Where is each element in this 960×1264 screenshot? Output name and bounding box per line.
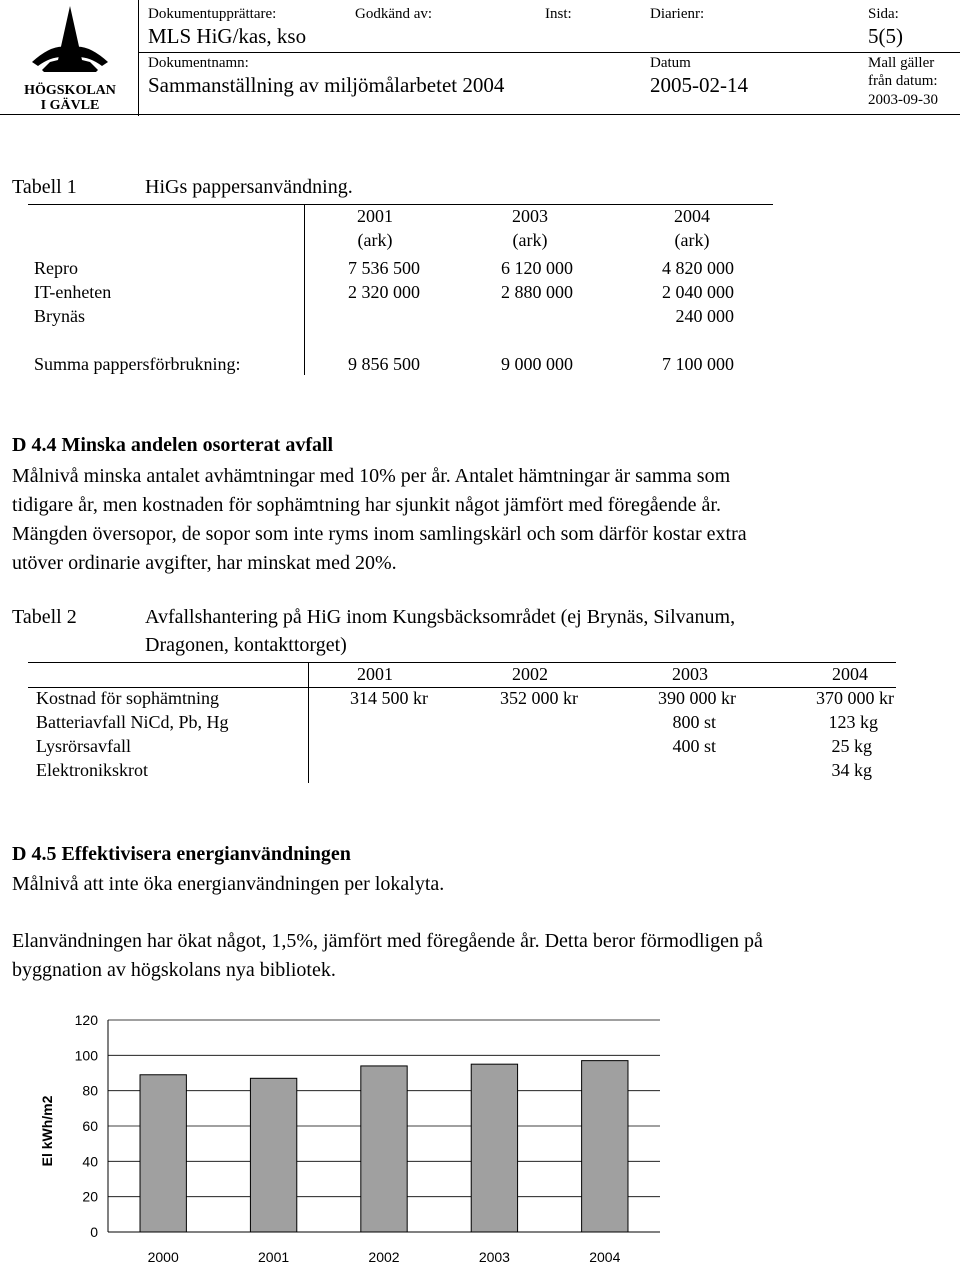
- t2-row-name: Lysrörsavfall: [36, 736, 131, 756]
- doc-author: MLS HiG/kas, kso: [148, 24, 307, 48]
- template-date: 2003-09-30: [868, 92, 938, 108]
- y-tick-label: 120: [74, 1012, 98, 1028]
- table-1-label: Tabell 1: [12, 176, 77, 198]
- bar: [582, 1061, 628, 1232]
- y-tick-label: 0: [90, 1224, 98, 1240]
- t1-total-cell: 9 000 000: [501, 354, 573, 374]
- x-tick-label: 2003: [478, 1249, 510, 1264]
- section-d44-text: [12, 462, 747, 578]
- section-d44-heading: D 4.4 Minska andelen osorterat avfall: [12, 434, 334, 456]
- t1-cell: 2 320 000: [348, 282, 420, 302]
- t2-cell: 352 000 kr: [500, 688, 578, 708]
- electricity-bar-chart: [20, 1000, 680, 1264]
- t2-cell: 123 kg: [828, 712, 878, 732]
- logo-text-1: HÖGSKOLAN: [24, 83, 116, 98]
- t2-cell: 370 000 kr: [816, 688, 894, 708]
- t2-year: 2003: [672, 664, 708, 684]
- t1-total-cell: 7 100 000: [662, 354, 734, 374]
- text-line: Elanvändningen har ökat något, 1,5%, jämfört med föregående år. Detta beror förmodligen på: [12, 930, 763, 952]
- t2-row-name: Batteriavfall NiCd, Pb, Hg: [36, 712, 229, 732]
- t2-row-name: Elektronikskrot: [36, 760, 148, 780]
- t1-total-name: Summa pappersförbrukning:: [34, 354, 241, 374]
- y-tick-label: 40: [82, 1153, 98, 1170]
- t2-year: 2002: [512, 664, 548, 684]
- t1-cell: 6 120 000: [501, 258, 573, 278]
- t1-row-name: IT-enheten: [34, 282, 112, 302]
- table-2-label: Tabell 2: [12, 606, 77, 628]
- t2-row-name: Kostnad för sophämtning: [36, 688, 219, 708]
- t2-year: 2004: [832, 664, 868, 684]
- page-label: Sida:: [868, 6, 899, 22]
- page-number: 5(5): [868, 24, 903, 48]
- t1-year-2001: 2001: [357, 206, 393, 226]
- t2-cell: 314 500 kr: [350, 688, 428, 708]
- section-d45-text: [12, 927, 763, 985]
- table-2-title-2: Dragonen, kontakttorget): [145, 634, 347, 656]
- doc-date: 2005-02-14: [650, 73, 748, 97]
- section-d45-heading: D 4.5 Effektivisera energianvändningen: [12, 843, 351, 865]
- bar: [361, 1066, 407, 1232]
- t2-cell: 400 st: [672, 736, 716, 756]
- t1-row-name: Brynäs: [34, 306, 85, 326]
- t2-cell: 800 st: [672, 712, 716, 732]
- template-label-1: Mall gäller: [868, 55, 935, 71]
- t1-cell: 4 820 000: [662, 258, 734, 278]
- t2-cell: 390 000 kr: [658, 688, 736, 708]
- t1-year-2004: 2004: [674, 206, 710, 226]
- x-tick-label: 2001: [258, 1249, 290, 1264]
- x-tick-label: 2000: [147, 1249, 179, 1264]
- t1-cell: 240 000: [675, 306, 734, 326]
- table-2-title-1: Avfallshantering på HiG inom Kungsbäcksområdet (ej Brynäs, Silvanum,: [145, 606, 736, 628]
- text-line: byggnation av högskolans nya bibliotek.: [12, 959, 336, 981]
- text-line: utöver ordinarie avgifter, har minskat med 20%.: [12, 552, 397, 574]
- x-tick-label: 2002: [368, 1249, 400, 1264]
- doc-name: Sammanställning av miljömålarbetet 2004: [148, 73, 505, 97]
- t1-cell: 7 536 500: [348, 258, 420, 278]
- y-tick-label: 80: [82, 1082, 98, 1099]
- t1-unit: (ark): [512, 230, 548, 250]
- logo-text-2: I GÄVLE: [40, 98, 100, 112]
- text-line: Målnivå minska antalet avhämtningar med 10% per år. Antalet hämtningar är samma som: [12, 465, 731, 487]
- university-logo: [14, 2, 126, 112]
- diary-label: Diarienr:: [650, 6, 705, 22]
- t1-cell: 2 880 000: [501, 282, 573, 302]
- bar: [250, 1078, 296, 1232]
- document-header: [0, 0, 960, 116]
- x-tick-label: 2004: [589, 1249, 621, 1264]
- t1-unit: (ark): [357, 230, 393, 250]
- doc-author-label: Dokumentupprättare:: [148, 6, 277, 22]
- template-label-2: från datum:: [868, 73, 938, 89]
- date-label: Datum: [650, 55, 691, 71]
- table-1-title: HiGs pappersanvändning.: [145, 176, 353, 198]
- y-axis-label: El kWh/m2: [39, 1095, 55, 1167]
- text-line: tidigare år, men kostnaden för sophämtning har sjunkit något jämfört med föregående år.: [12, 494, 721, 516]
- text-line: Mängden översopor, de sopor som inte ryms inom samlingskärl och som därför kostar extra: [12, 523, 747, 545]
- t1-total-cell: 9 856 500: [348, 354, 420, 374]
- section-d45-goal: Målnivå att inte öka energianvändningen per lokalyta.: [12, 873, 445, 895]
- bar: [471, 1064, 517, 1232]
- y-tick-label: 100: [74, 1047, 98, 1064]
- doc-name-label: Dokumentnamn:: [148, 55, 249, 71]
- t2-cell: 25 kg: [831, 736, 872, 756]
- t1-cell: 2 040 000: [662, 282, 734, 302]
- t2-cell: 34 kg: [831, 760, 872, 780]
- bar: [140, 1075, 186, 1232]
- t1-year-2003: 2003: [512, 206, 548, 226]
- t1-row-name: Repro: [34, 258, 78, 278]
- y-tick-label: 60: [82, 1118, 98, 1134]
- approved-label: Godkänd av:: [355, 6, 433, 22]
- inst-label: Inst:: [545, 6, 572, 22]
- y-tick-label: 20: [82, 1188, 98, 1205]
- t1-unit: (ark): [674, 230, 710, 250]
- t2-year: 2001: [357, 664, 393, 684]
